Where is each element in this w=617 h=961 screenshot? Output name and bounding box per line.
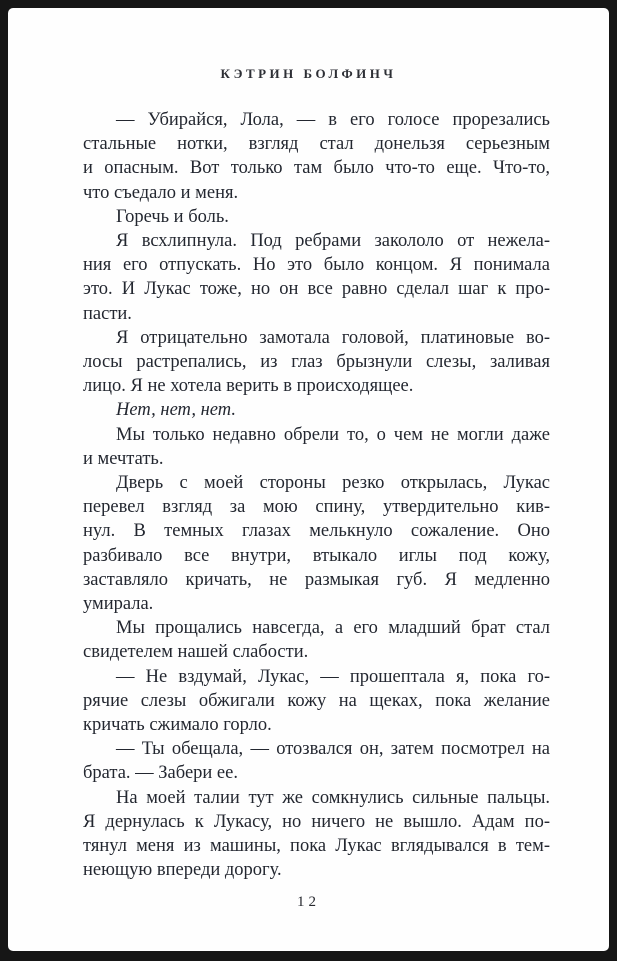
text-line: умирала. (83, 594, 154, 615)
text-line: пасти. (83, 303, 132, 324)
text-line: стальные нотки, взгляд стал донельзя серьезным (83, 134, 550, 155)
text-line: брата. — Забери ее. (83, 763, 238, 784)
paragraph (83, 786, 550, 883)
paragraph (83, 229, 550, 326)
text-line: и опасным. Вот только там было что-то еще. Что-то, (83, 158, 550, 179)
text-line: разбивало все внутри, втыкало иглы под кожу, (83, 545, 550, 566)
paragraph (83, 737, 550, 785)
paragraph (83, 326, 550, 399)
text-line: Я дернулась к Лукасу, но ничего не вышло. Адам по- (83, 811, 550, 832)
text-line: — Не вздумай, Лукас, — прошептала я, пока го- (116, 666, 550, 687)
paragraph (83, 423, 550, 471)
page-number: 12 (297, 894, 320, 910)
paragraph (83, 665, 550, 738)
paragraph (83, 471, 550, 616)
paragraph (83, 616, 550, 664)
paragraph (83, 108, 550, 205)
text-line: лицо. Я не хотела верить в происходящее. (83, 376, 414, 397)
text-line: это. И Лукас тоже, но он все равно сделал шаг к про- (83, 279, 550, 300)
text-line: Мы прощались навсегда, а его младший брат стал (116, 618, 550, 639)
text-line: — Убирайся, Лола, — в его голосе прорезались (116, 110, 550, 130)
text-line: На моей талии тут же сомкнулись сильные пальцы. (116, 787, 550, 808)
text-line: — Ты обещала, — отозвался он, затем посмотрел на (116, 739, 550, 760)
text-line: кричать сжимало горло. (83, 715, 272, 736)
text-line: Горечь и боль. (116, 206, 229, 227)
running-head: КЭТРИН БОЛФИНЧ (220, 66, 397, 81)
book-page (8, 8, 609, 951)
text-line: что съедало и меня. (83, 182, 239, 203)
paragraph (83, 205, 550, 229)
text-line: свидетелем нашей слабости. (83, 642, 309, 663)
text-line: заставляло кричать, не размыкая губ. Я медленно (83, 569, 550, 590)
text-line: лосы растрепались, из глаз брызнули слезы, заливая (83, 352, 550, 373)
text-line: ния его отпускать. Но это было концом. Я понимала (83, 255, 550, 276)
text-line: и мечтать. (83, 448, 164, 469)
text-line: Мы только недавно обрели то, о чем не могли даже (116, 424, 550, 445)
text-block (83, 108, 550, 883)
text-line: Я отрицательно замотала головой, платиновые во- (116, 327, 550, 348)
text-line: перевел взгляд за мою спину, утвердительно кив- (83, 497, 550, 518)
text-line: тянул меня из машины, пока Лукас вглядывался в тем- (83, 836, 550, 857)
text-line: нул. В темных глазах мелькнуло сожаление. Оно (83, 521, 550, 542)
text-line: Я всхлипнула. Под ребрами закололо от нежела- (116, 231, 550, 252)
paragraph (83, 398, 550, 422)
text-line: рячие слезы обжигали кожу на щеках, пока желание (83, 690, 550, 711)
text-line: Дверь с моей стороны резко открылась, Лукас (116, 473, 550, 494)
text-line: Нет, нет, нет. (116, 400, 236, 421)
text-line: неющую впереди дорогу. (83, 860, 282, 881)
